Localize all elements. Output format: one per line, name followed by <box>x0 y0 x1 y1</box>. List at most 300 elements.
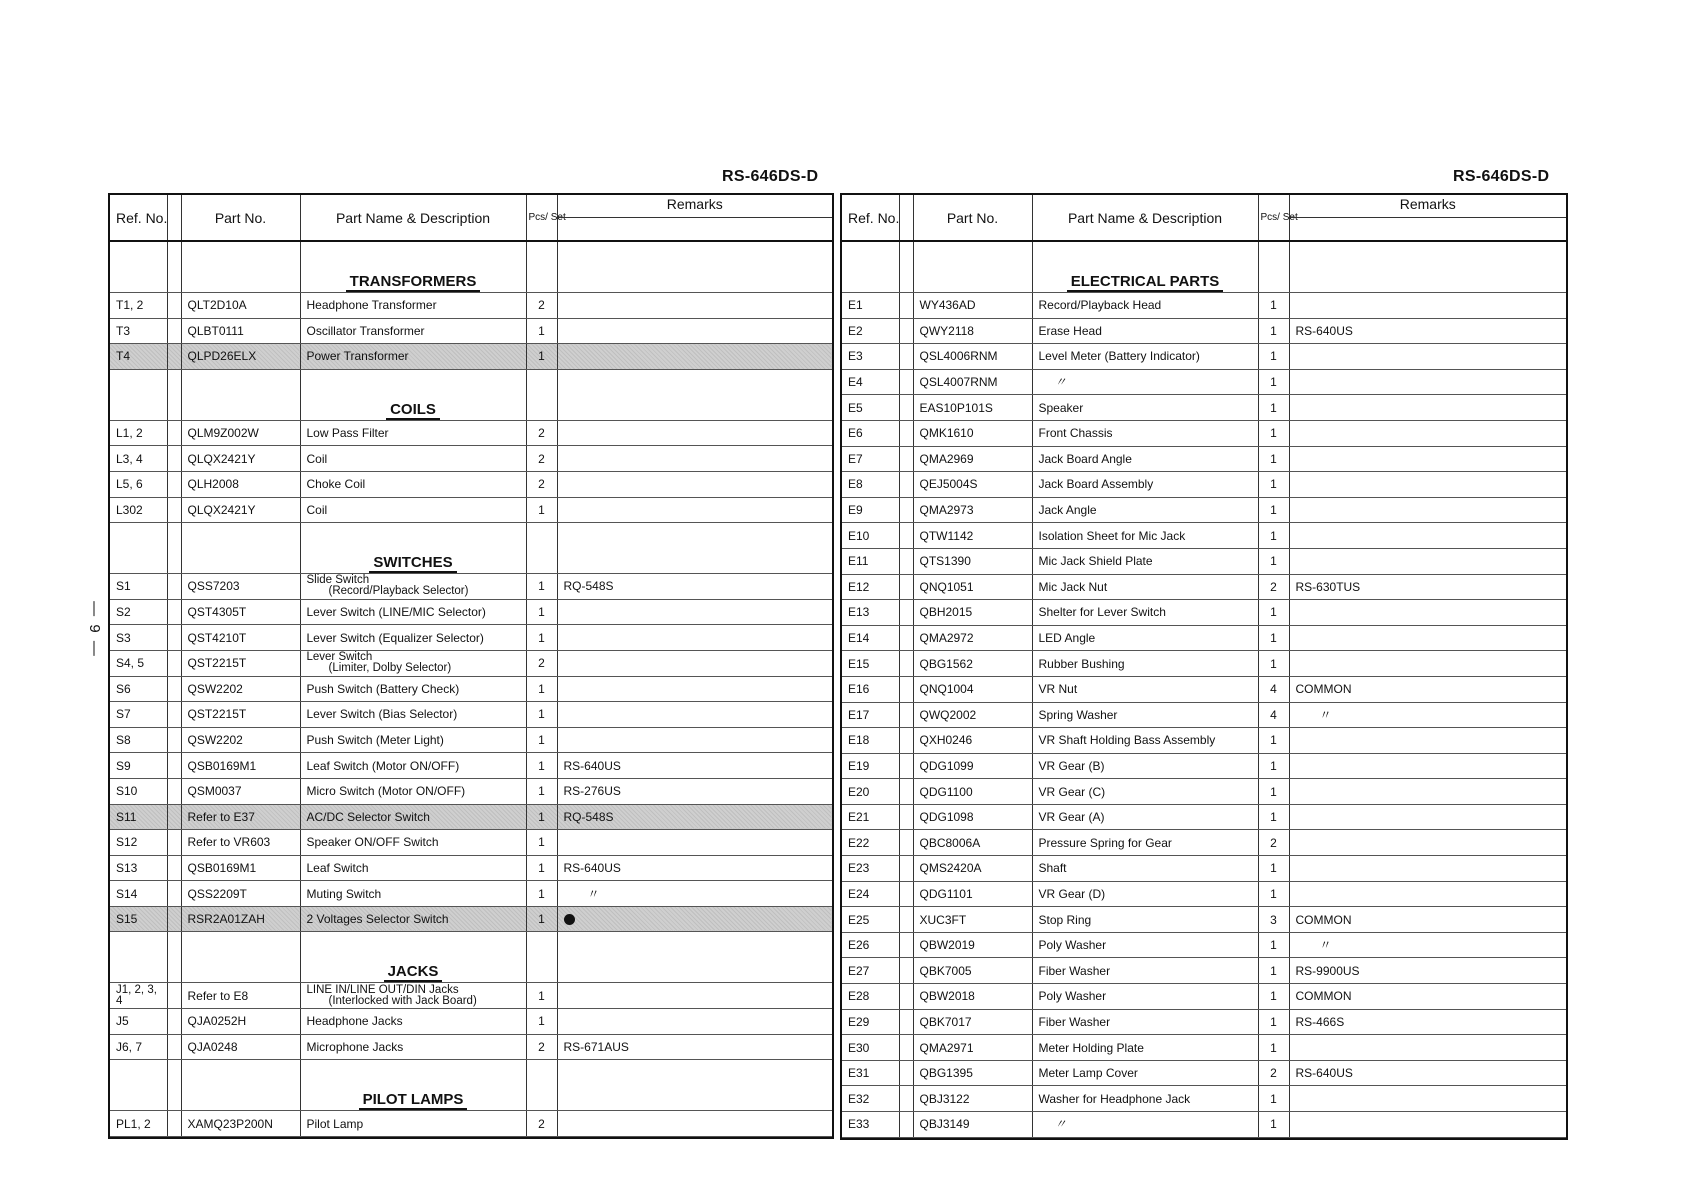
pcs-per-set: 3 <box>1258 907 1289 933</box>
table-row <box>842 369 1566 395</box>
ref-gap <box>899 932 913 958</box>
remarks <box>557 471 832 497</box>
part-name <box>300 574 526 600</box>
part-no: QSB0169M1 <box>181 753 300 779</box>
table-row <box>842 472 1566 498</box>
remarks <box>1289 369 1566 395</box>
remarks <box>1289 625 1566 651</box>
table-row <box>842 804 1566 830</box>
part-name: Coil <box>300 497 526 523</box>
pcs-per-set: 1 <box>1258 600 1289 626</box>
section-row <box>110 523 832 574</box>
ref-gap <box>167 446 181 472</box>
ref-no: L5, 6 <box>110 471 167 497</box>
part-no: QWY2118 <box>913 318 1032 344</box>
ref-no: S11 <box>110 804 167 830</box>
part-name-line1: Lever Switch <box>306 651 373 664</box>
table-row <box>842 600 1566 626</box>
ref-no: L3, 4 <box>110 446 167 472</box>
ref-no: E16 <box>842 676 899 702</box>
remarks <box>1289 804 1566 830</box>
remarks <box>1289 293 1566 319</box>
section-remarks-blank <box>557 369 832 420</box>
ref-no: E13 <box>842 600 899 626</box>
part-name-line2: (Limiter, Dolby Selector) <box>328 662 452 675</box>
section-title-cell <box>300 932 526 983</box>
table-row <box>842 293 1566 319</box>
ref-gap <box>167 983 181 1009</box>
ref-no: E17 <box>842 702 899 728</box>
ref-no: E9 <box>842 497 899 523</box>
part-no: QMA2972 <box>913 625 1032 651</box>
part-name-line2: (Record/Playback Selector) <box>328 585 469 598</box>
ref-gap <box>899 472 913 498</box>
section-ref-blank <box>110 523 167 574</box>
pcs-per-set: 1 <box>526 318 557 344</box>
remarks <box>557 446 832 472</box>
ref-gap <box>167 830 181 856</box>
pcs-per-set: 4 <box>1258 702 1289 728</box>
pcs-per-set: 2 <box>1258 1060 1289 1086</box>
part-no: QLQX2421Y <box>181 497 300 523</box>
section-ref-blank <box>842 241 899 293</box>
ref-gap <box>167 318 181 344</box>
table-row <box>110 1034 832 1060</box>
part-name: Headphone Transformer <box>300 293 526 319</box>
part-no: QMA2973 <box>913 497 1032 523</box>
table-row <box>110 983 832 1009</box>
remarks <box>557 702 832 728</box>
section-row <box>110 369 832 420</box>
table-row <box>842 753 1566 779</box>
pcs-per-set: 1 <box>1258 446 1289 472</box>
ref-gap <box>899 753 913 779</box>
safety-mark-icon <box>564 914 575 925</box>
ref-gap <box>167 1009 181 1035</box>
pcs-per-set: 1 <box>526 574 557 600</box>
remarks <box>1289 651 1566 677</box>
ref-gap <box>167 497 181 523</box>
section-ref-blank <box>110 1060 167 1111</box>
ref-no: E18 <box>842 728 899 754</box>
table-row <box>842 548 1566 574</box>
ref-no: E26 <box>842 932 899 958</box>
ref-no: S15 <box>110 906 167 932</box>
header-row <box>842 195 1566 241</box>
part-no: EAS10P101S <box>913 395 1032 421</box>
table-row <box>842 625 1566 651</box>
pcs-per-set: 4 <box>1258 676 1289 702</box>
pcs-per-set: 1 <box>1258 472 1289 498</box>
pcs-per-set: 1 <box>1258 1009 1289 1035</box>
remarks <box>557 497 832 523</box>
part-no: QJA0248 <box>181 1034 300 1060</box>
header-part-name: Part Name & Description <box>1032 195 1258 241</box>
pcs-per-set: 1 <box>1258 753 1289 779</box>
remarks <box>1289 472 1566 498</box>
ref-gap <box>899 548 913 574</box>
remarks: RS-630TUS <box>1289 574 1566 600</box>
remarks: 〃 <box>1289 702 1566 728</box>
section-remarks-blank <box>557 932 832 983</box>
part-no: QBC8006A <box>913 830 1032 856</box>
remarks: 〃 <box>1289 932 1566 958</box>
ref-gap <box>899 958 913 984</box>
ref-no: E3 <box>842 344 899 370</box>
part-no: QTS1390 <box>913 548 1032 574</box>
part-no: WY436AD <box>913 293 1032 319</box>
part-no: Refer to E37 <box>181 804 300 830</box>
ref-no: S2 <box>110 599 167 625</box>
header-ref-no: Ref. No. <box>110 195 167 241</box>
part-name: Fiber Washer <box>1032 958 1258 984</box>
part-no: QSB0169M1 <box>181 855 300 881</box>
section-pcs-blank <box>526 369 557 420</box>
remarks <box>1289 523 1566 549</box>
part-no: QDG1101 <box>913 881 1032 907</box>
part-no: QSS7203 <box>181 574 300 600</box>
model-number-right: RS-646DS-D <box>1453 168 1550 185</box>
table-row <box>110 778 832 804</box>
ref-gap <box>899 984 913 1010</box>
part-name: Stop Ring <box>1032 907 1258 933</box>
table-row <box>110 855 832 881</box>
ref-no: E30 <box>842 1035 899 1061</box>
section-gap <box>167 369 181 420</box>
part-no: QDG1098 <box>913 804 1032 830</box>
pcs-per-set: 1 <box>1258 523 1289 549</box>
ref-no: E24 <box>842 881 899 907</box>
remarks: RS-466S <box>1289 1009 1566 1035</box>
remarks <box>1289 344 1566 370</box>
ref-gap <box>899 395 913 421</box>
pcs-per-set: 1 <box>1258 497 1289 523</box>
part-no: QWQ2002 <box>913 702 1032 728</box>
ref-gap <box>167 1111 181 1137</box>
pcs-per-set: 1 <box>1258 804 1289 830</box>
part-no: QSS2209T <box>181 881 300 907</box>
part-name: 〃 <box>1032 369 1258 395</box>
remarks <box>557 1111 832 1137</box>
pcs-per-set: 2 <box>1258 574 1289 600</box>
part-name: Washer for Headphone Jack <box>1032 1086 1258 1112</box>
pcs-per-set: 1 <box>526 906 557 932</box>
remarks <box>1289 779 1566 805</box>
pcs-per-set: 1 <box>526 676 557 702</box>
section-title-cell <box>300 1060 526 1111</box>
ref-no: S9 <box>110 753 167 779</box>
part-no: QTW1142 <box>913 523 1032 549</box>
part-name: Low Pass Filter <box>300 420 526 446</box>
pcs-per-set: 1 <box>1258 856 1289 882</box>
remarks <box>1289 497 1566 523</box>
pcs-per-set: 1 <box>526 702 557 728</box>
ref-gap <box>899 318 913 344</box>
pcs-per-set: 1 <box>1258 318 1289 344</box>
remarks <box>557 293 832 319</box>
part-no: QLH2008 <box>181 471 300 497</box>
section-row <box>110 932 832 983</box>
table-row <box>842 702 1566 728</box>
part-name: VR Gear (A) <box>1032 804 1258 830</box>
part-no: QBG1562 <box>913 651 1032 677</box>
table-row <box>110 702 832 728</box>
part-name-line2: (Interlocked with Jack Board) <box>328 994 477 1007</box>
section-title: PILOT LAMPS <box>359 1091 468 1110</box>
pcs-per-set: 2 <box>526 1034 557 1060</box>
pcs-per-set: 1 <box>526 830 557 856</box>
part-name: LED Angle <box>1032 625 1258 651</box>
ref-no: E10 <box>842 523 899 549</box>
remarks <box>1289 1086 1566 1112</box>
remarks <box>1289 420 1566 446</box>
table-row <box>842 907 1566 933</box>
table-row <box>110 420 832 446</box>
part-name: Front Chassis <box>1032 420 1258 446</box>
part-no: QBW2018 <box>913 984 1032 1010</box>
part-name: Fiber Washer <box>1032 1009 1258 1035</box>
pcs-per-set: 1 <box>526 497 557 523</box>
ref-no: E22 <box>842 830 899 856</box>
ref-gap <box>167 650 181 676</box>
part-name: Speaker <box>1032 395 1258 421</box>
ref-gap <box>899 446 913 472</box>
pcs-per-set: 1 <box>1258 651 1289 677</box>
pcs-per-set: 1 <box>1258 728 1289 754</box>
ref-gap <box>899 600 913 626</box>
part-name: Oscillator Transformer <box>300 318 526 344</box>
table-row <box>842 1112 1566 1138</box>
remarks: RS-9900US <box>1289 958 1566 984</box>
part-name: Lever Switch (Bias Selector) <box>300 702 526 728</box>
part-name: VR Shaft Holding Bass Assembly <box>1032 728 1258 754</box>
section-pcs-blank <box>526 1060 557 1111</box>
ref-no: E14 <box>842 625 899 651</box>
remarks <box>557 830 832 856</box>
table-row <box>110 599 832 625</box>
part-no: QLQX2421Y <box>181 446 300 472</box>
pcs-per-set: 1 <box>1258 369 1289 395</box>
part-no: Refer to VR603 <box>181 830 300 856</box>
ref-no: S1 <box>110 574 167 600</box>
table-row <box>842 779 1566 805</box>
part-no: QST2215T <box>181 702 300 728</box>
pcs-per-set: 1 <box>1258 958 1289 984</box>
ref-gap <box>899 881 913 907</box>
ref-no: E12 <box>842 574 899 600</box>
part-no: XUC3FT <box>913 907 1032 933</box>
section-remarks-blank <box>557 523 832 574</box>
pcs-per-set: 1 <box>526 804 557 830</box>
section-ref-blank <box>110 932 167 983</box>
section-part-blank <box>181 932 300 983</box>
ref-gap <box>167 753 181 779</box>
header-remarks: Remarks <box>1289 195 1566 241</box>
part-name: Push Switch (Battery Check) <box>300 676 526 702</box>
remarks <box>557 599 832 625</box>
part-no: QSW2202 <box>181 727 300 753</box>
part-no: QSW2202 <box>181 676 300 702</box>
remarks <box>1289 1035 1566 1061</box>
part-no: QLPD26ELX <box>181 344 300 370</box>
section-remarks-blank <box>557 1060 832 1111</box>
remarks <box>1289 600 1566 626</box>
part-name: Shelter for Lever Switch <box>1032 600 1258 626</box>
part-name: Jack Angle <box>1032 497 1258 523</box>
remarks: RQ-548S <box>557 574 832 600</box>
table-row <box>110 344 832 370</box>
remarks: COMMON <box>1289 907 1566 933</box>
ref-no: E7 <box>842 446 899 472</box>
table-row <box>110 1111 832 1137</box>
remarks <box>1289 753 1566 779</box>
part-name: Jack Board Assembly <box>1032 472 1258 498</box>
section-row <box>110 1060 832 1111</box>
table-row <box>110 318 832 344</box>
remarks <box>1289 856 1566 882</box>
part-name: Headphone Jacks <box>300 1009 526 1035</box>
part-no: QST4305T <box>181 599 300 625</box>
table-row <box>110 881 832 907</box>
header-ref-no: Ref. No. <box>842 195 899 241</box>
part-no: QST4210T <box>181 625 300 651</box>
part-name: Poly Washer <box>1032 984 1258 1010</box>
pcs-per-set: 1 <box>526 727 557 753</box>
part-name: Muting Switch <box>300 881 526 907</box>
ref-no: L302 <box>110 497 167 523</box>
remarks: RQ-548S <box>557 804 832 830</box>
ref-no: E23 <box>842 856 899 882</box>
remarks: COMMON <box>1289 676 1566 702</box>
remarks <box>1289 446 1566 472</box>
section-row <box>842 241 1566 293</box>
ref-no: E20 <box>842 779 899 805</box>
ref-gap <box>167 1034 181 1060</box>
pcs-per-set: 2 <box>1258 830 1289 856</box>
remarks <box>1289 395 1566 421</box>
ref-gap <box>899 1112 913 1138</box>
ref-gap <box>167 293 181 319</box>
part-no: QBG1395 <box>913 1060 1032 1086</box>
part-no: QBJ3149 <box>913 1112 1032 1138</box>
table-row <box>110 676 832 702</box>
header-part-name: Part Name & Description <box>300 195 526 241</box>
ref-no: E11 <box>842 548 899 574</box>
section-title-cell <box>1032 241 1258 293</box>
section-title: COILS <box>386 401 440 420</box>
ref-no: E15 <box>842 651 899 677</box>
model-number-left: RS-646DS-D <box>722 168 819 185</box>
ref-gap <box>167 778 181 804</box>
part-name: Isolation Sheet for Mic Jack <box>1032 523 1258 549</box>
section-title-cell <box>300 369 526 420</box>
section-remarks-blank <box>1289 241 1566 293</box>
ref-no: E19 <box>842 753 899 779</box>
table-row <box>842 318 1566 344</box>
section-ref-blank <box>110 369 167 420</box>
header-pcs-set: Pcs/ Set <box>1258 195 1289 241</box>
table-row <box>842 1009 1566 1035</box>
part-no: QSL4007RNM <box>913 369 1032 395</box>
table-row <box>842 932 1566 958</box>
section-part-blank <box>181 523 300 574</box>
ref-no: E32 <box>842 1086 899 1112</box>
section-remarks-blank <box>557 241 832 293</box>
remarks <box>557 983 832 1009</box>
part-name: VR Nut <box>1032 676 1258 702</box>
ref-gap <box>899 1086 913 1112</box>
pcs-per-set: 1 <box>526 344 557 370</box>
remarks <box>557 676 832 702</box>
part-name: Rubber Bushing <box>1032 651 1258 677</box>
table-row <box>842 344 1566 370</box>
part-no: XAMQ23P200N <box>181 1111 300 1137</box>
header-part-no: Part No. <box>181 195 300 241</box>
ref-no: E33 <box>842 1112 899 1138</box>
part-no: QBJ3122 <box>913 1086 1032 1112</box>
part-name: Poly Washer <box>1032 932 1258 958</box>
ref-no: J6, 7 <box>110 1034 167 1060</box>
section-gap <box>167 523 181 574</box>
section-title: SWITCHES <box>369 554 456 573</box>
table-row <box>842 446 1566 472</box>
ref-no: E4 <box>842 369 899 395</box>
pcs-per-set: 1 <box>1258 932 1289 958</box>
part-name: Mic Jack Shield Plate <box>1032 548 1258 574</box>
part-name: Meter Lamp Cover <box>1032 1060 1258 1086</box>
section-title-cell <box>300 241 526 293</box>
parts-table-right <box>840 193 1568 1140</box>
pcs-per-set: 1 <box>1258 395 1289 421</box>
ref-no: E6 <box>842 420 899 446</box>
remarks <box>557 625 832 651</box>
part-no: QDG1099 <box>913 753 1032 779</box>
ref-gap <box>899 651 913 677</box>
pcs-per-set: 2 <box>526 420 557 446</box>
ref-gap <box>899 804 913 830</box>
ref-no: E31 <box>842 1060 899 1086</box>
table-row <box>842 728 1566 754</box>
header-part-no: Part No. <box>913 195 1032 241</box>
ref-gap <box>899 523 913 549</box>
section-part-blank <box>181 369 300 420</box>
section-pcs-blank <box>1258 241 1289 293</box>
part-name: Pilot Lamp <box>300 1111 526 1137</box>
part-name: Choke Coil <box>300 471 526 497</box>
ref-no: J5 <box>110 1009 167 1035</box>
remarks <box>557 344 832 370</box>
ref-gap <box>167 881 181 907</box>
part-name-line1: LINE IN/LINE OUT/DIN Jacks <box>306 983 459 996</box>
part-no: QLBT0111 <box>181 318 300 344</box>
ref-gap <box>167 599 181 625</box>
pcs-per-set: 1 <box>526 625 557 651</box>
part-no: QBK7005 <box>913 958 1032 984</box>
part-name: 2 Voltages Selector Switch <box>300 906 526 932</box>
part-no: Refer to E8 <box>181 983 300 1009</box>
table-row <box>842 1086 1566 1112</box>
pcs-per-set: 2 <box>526 471 557 497</box>
ref-gap <box>167 855 181 881</box>
section-title: JACKS <box>384 963 443 982</box>
remarks: RS-640US <box>557 753 832 779</box>
ref-no: E21 <box>842 804 899 830</box>
table-row <box>110 906 832 932</box>
remarks: COMMON <box>1289 984 1566 1010</box>
section-part-blank <box>181 241 300 293</box>
ref-no: E29 <box>842 1009 899 1035</box>
ref-no: S14 <box>110 881 167 907</box>
